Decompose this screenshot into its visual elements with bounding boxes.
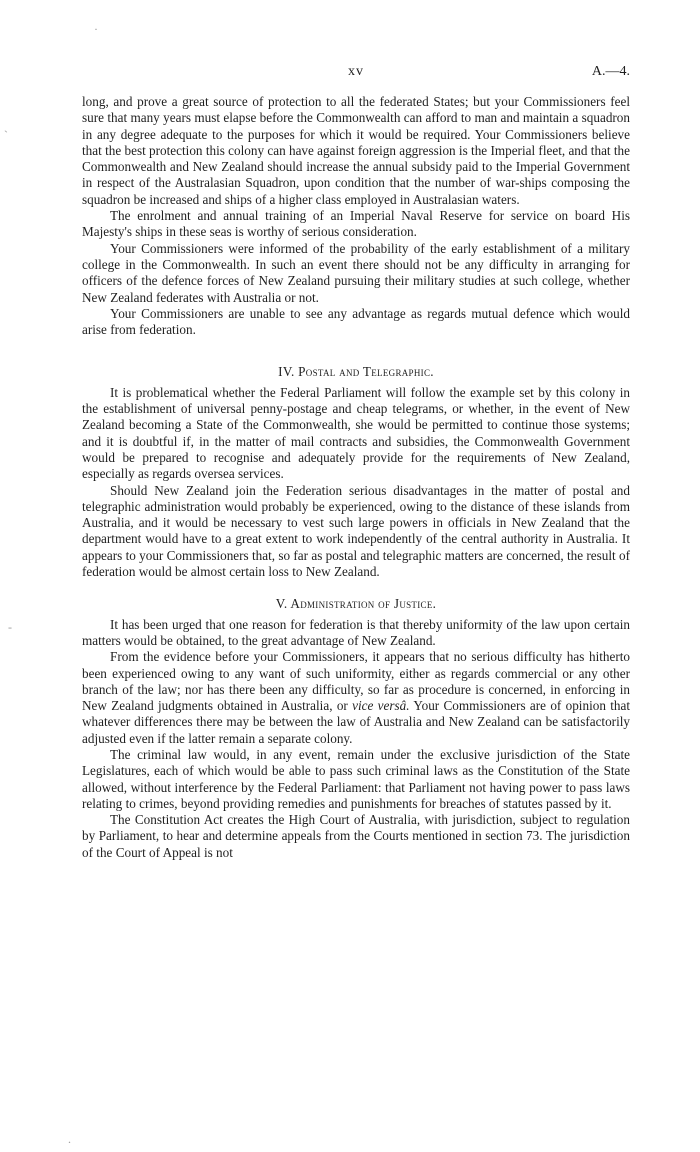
paragraph: Should New Zealand join the Federation serious disadvantages in the matter of postal and telegraphic administration would probably be experienced, owing to the distance of these islands from Australia, and it would be necessary to vest such large powers in officials in New Zealand that the department would have to a great extent to work independently of the central authority in Australia. It appears to your Commissioners that, so far as postal and telegraphic matters are concerned, the result of federation would be almost certain loss to New Zealand. — [82, 482, 630, 580]
paragraph: It has been urged that one reason for federation is that thereby uniformity of the law upon certain matters would be obtained, to the great advantage of New Zealand. — [82, 616, 630, 648]
scan-speck: · — [94, 22, 98, 36]
paragraph: Your Commissioners were informed of the probability of the early establishment of a military college in the Commonwealth. In such an event there should not be any difficulty in arranging for officers of the defence forces of New Zealand pursuing their military studies at such college, whether New Zealand federates with Australia or not. — [82, 240, 630, 305]
scan-speck: - — [8, 620, 12, 634]
paragraph: The Constitution Act creates the High Court of Australia, with jurisdiction, subject to regulation by Parliament, to hear and determine appeals from the Courts mentioned in section 73. The jurisdiction of the Court of Appeal is not — [82, 812, 630, 860]
paragraph: The enrolment and annual training of an Imperial Naval Reserve for service on board His Majesty's ships in these seas is worthy of serious consideration. — [82, 208, 630, 240]
paragraph: It is problematical whether the Federal Parliament will follow the example set by this colony in the establishment of universal penny-postage and cheap telegrams, or whether, in the event of New Zealand becoming a State of the Commonwealth, she would be permitted to continue those systems; and it is doubtful if, in the matter of mail contracts and subsidies, the Commonwealth Government would be prepared to recognise and adequately provide for the requirements of New Zealand, especially as regards oversea services. — [82, 384, 630, 482]
paragraph: The criminal law would, in any event, remain under the exclusive jurisdiction of the State Legislatures, each of which would be able to pass such criminal laws as the Constitution of the State allowed, without interference by the Federal Parliament: that Parliament not having power to pass laws relating to crimes, beyond providing remedies and punishments for breaches of statutes passed by it. — [82, 746, 630, 811]
section-heading-postal: IV. Postal and Telegraphic. — [278, 364, 434, 380]
document-reference: A.—4. — [591, 64, 630, 79]
paragraph: Your Commissioners are unable to see any advantage as regards mutual defence which would arise from federation. — [82, 305, 630, 338]
page-header — [82, 64, 630, 84]
paragraph-text: Your Commissioners are of opinion that whatever differences there may be between the law of Australia and New Zealand can be satisfactorily adjusted even if the latter remain a separate colony. — [82, 698, 631, 746]
paragraph-text: From the evidence before your Commissioners, it appears that no serious difficulty has hitherto been experienced owing to any want of such uniformity, either as regards commercial or any other branch of the law; nor has there been any difficulty, so far as procedure is concerned, in enforcing in New Zealand judgments obtained in Australia, or — [82, 649, 630, 714]
document-body — [82, 94, 630, 861]
section-heading-justice: V. Administration of Justice. — [275, 596, 437, 612]
page-number: xv — [348, 64, 364, 79]
italic-phrase: vice versâ. — [352, 698, 410, 714]
scan-speck: . — [68, 1132, 71, 1146]
paragraph — [82, 649, 630, 747]
scan-speck: ` — [4, 128, 8, 142]
paragraph: long, and prove a great source of protection to all the federated States; but your Commissioners feel sure that many years must elapse before the Commonwealth can afford to man and maintain a squadron in any degree adequate to the purposes for which it would be required. Your Commissioners believe that the best protection this colony can have against foreign aggression is the Imperial fleet, and that the Commonwealth and New Zealand should increase the annual subsidy paid to the Imperial Government in respect of the Australasian Squadron, upon condition that the number of war-ships composing the squadron be increased and ships of a higher class employed in Australasian waters. — [82, 94, 630, 207]
